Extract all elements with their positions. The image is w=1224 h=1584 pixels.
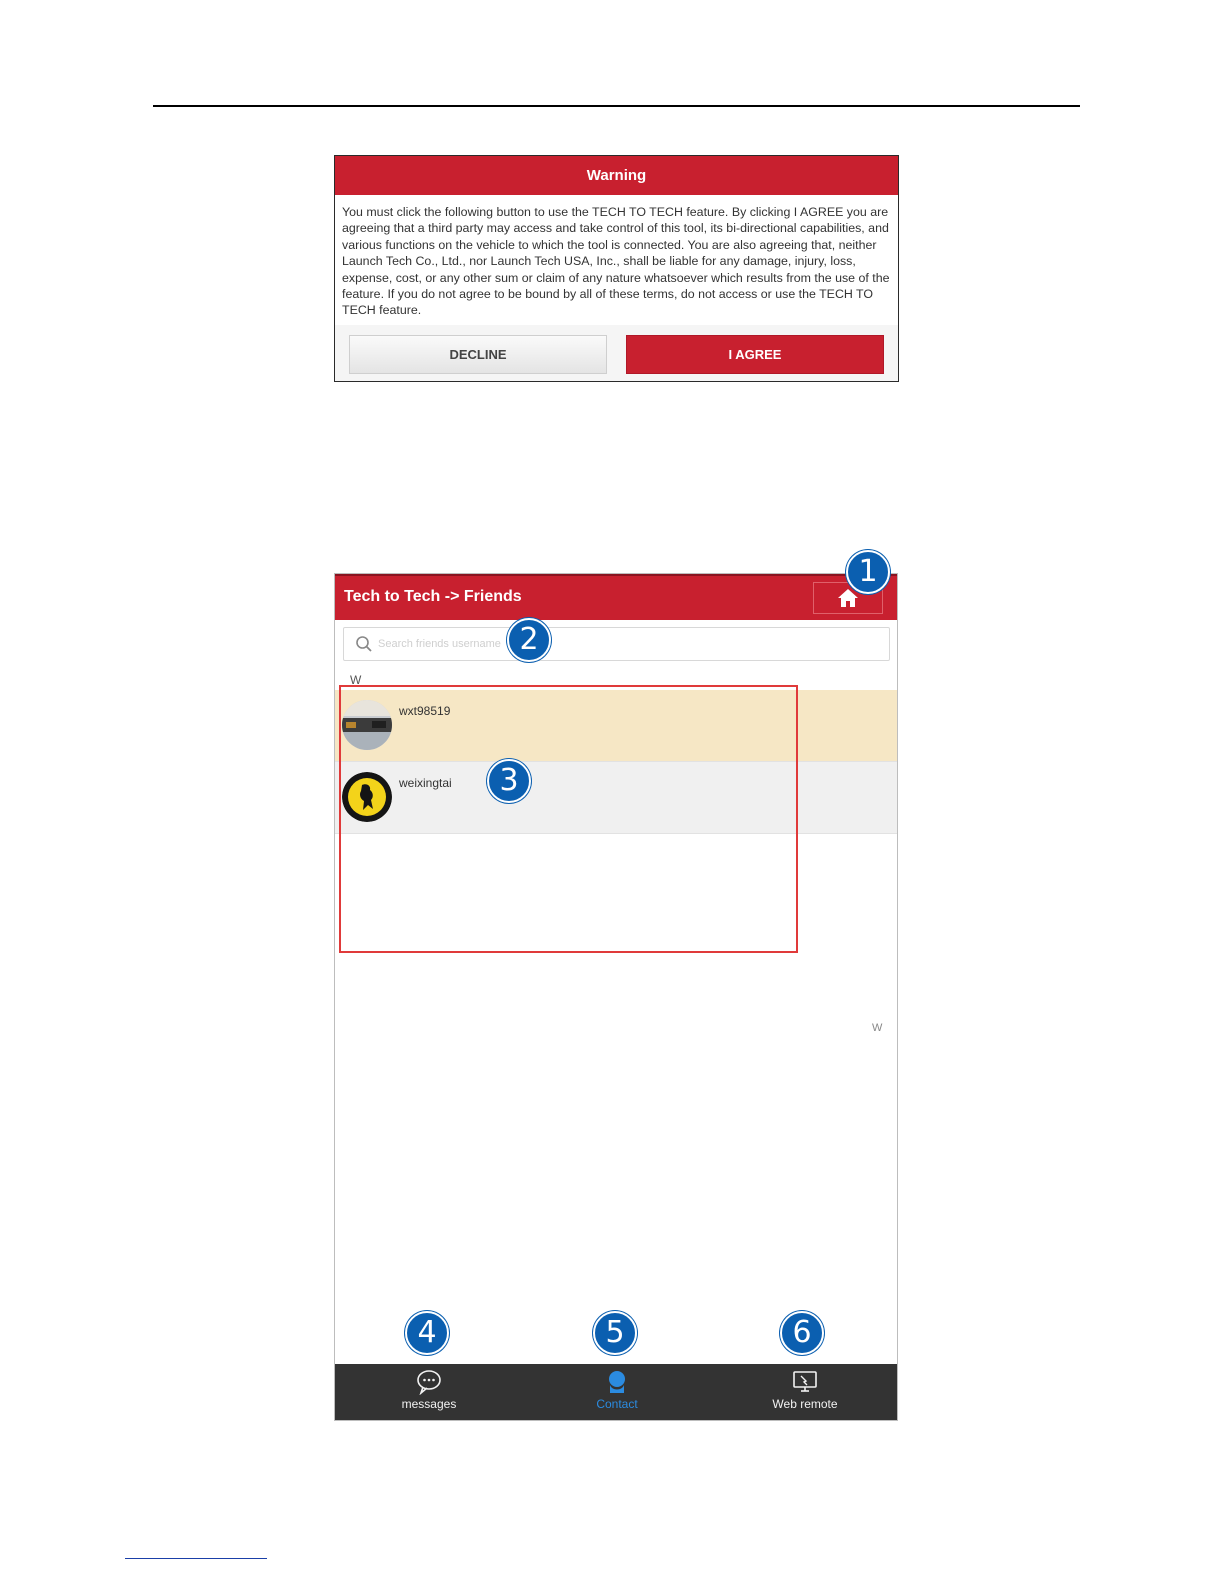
top-rule bbox=[153, 105, 1080, 107]
search-input[interactable] bbox=[343, 627, 890, 661]
footer-rule bbox=[125, 1558, 267, 1559]
callout-marker-1: 1 bbox=[846, 550, 890, 594]
contact-name: wxt98519 bbox=[399, 704, 451, 718]
callout-marker-5: 5 bbox=[593, 1311, 637, 1355]
alphabet-index-letter[interactable]: W bbox=[872, 1022, 883, 1034]
web-remote-icon bbox=[791, 1369, 819, 1395]
page-title: Tech to Tech -> Friends bbox=[344, 588, 522, 605]
tab-label: messages bbox=[401, 1397, 457, 1411]
friends-screen bbox=[334, 573, 898, 1421]
callout-marker-6: 6 bbox=[780, 1311, 824, 1355]
tab-label: Web remote bbox=[772, 1397, 838, 1411]
callout-marker-4: 4 bbox=[405, 1311, 449, 1355]
section-header-letter: W bbox=[350, 673, 362, 687]
dialog-body-text: You must click the following button to use the TECH TO TECH feature. By clicking I AGREE you are agreeing that a third party may access and take control of this tool, its bi-directional capabilities, and various functions on the vehicle to which the tool is connected. You are also agreeing that, neither Launch Tech Co., Ltd., nor Launch Tech USA, Inc., shall be liable for any damage, injury, loss, expense, cost, or any other sum or claim of any nature whatsoever which results from the use of the feature. If you do not agree to be bound by all of these terms, do not access or use the TECH TO TECH feature. bbox=[335, 195, 898, 325]
tab-messages[interactable] bbox=[335, 1364, 523, 1421]
tab-web-remote[interactable] bbox=[711, 1364, 898, 1421]
screen-header bbox=[335, 574, 897, 620]
contact-name: weixingtai bbox=[399, 776, 452, 790]
dialog-buttons bbox=[349, 335, 884, 374]
decline-button[interactable]: DECLINE bbox=[349, 335, 607, 374]
callout-marker-3: 3 bbox=[487, 759, 531, 803]
bottom-tab-bar bbox=[335, 1364, 897, 1421]
tab-contact[interactable] bbox=[523, 1364, 711, 1421]
agree-button[interactable]: I AGREE bbox=[626, 335, 884, 374]
search-placeholder: Search friends username bbox=[378, 638, 501, 650]
search-icon bbox=[355, 635, 373, 653]
dialog-title: Warning bbox=[335, 156, 898, 195]
contact-icon bbox=[603, 1369, 631, 1395]
warning-dialog bbox=[334, 155, 899, 382]
contact-list-highlight bbox=[339, 685, 798, 953]
chat-bubble-icon bbox=[415, 1369, 443, 1395]
callout-marker-2: 2 bbox=[507, 618, 551, 662]
tab-label: Contact bbox=[596, 1397, 638, 1411]
home-icon bbox=[837, 588, 859, 608]
